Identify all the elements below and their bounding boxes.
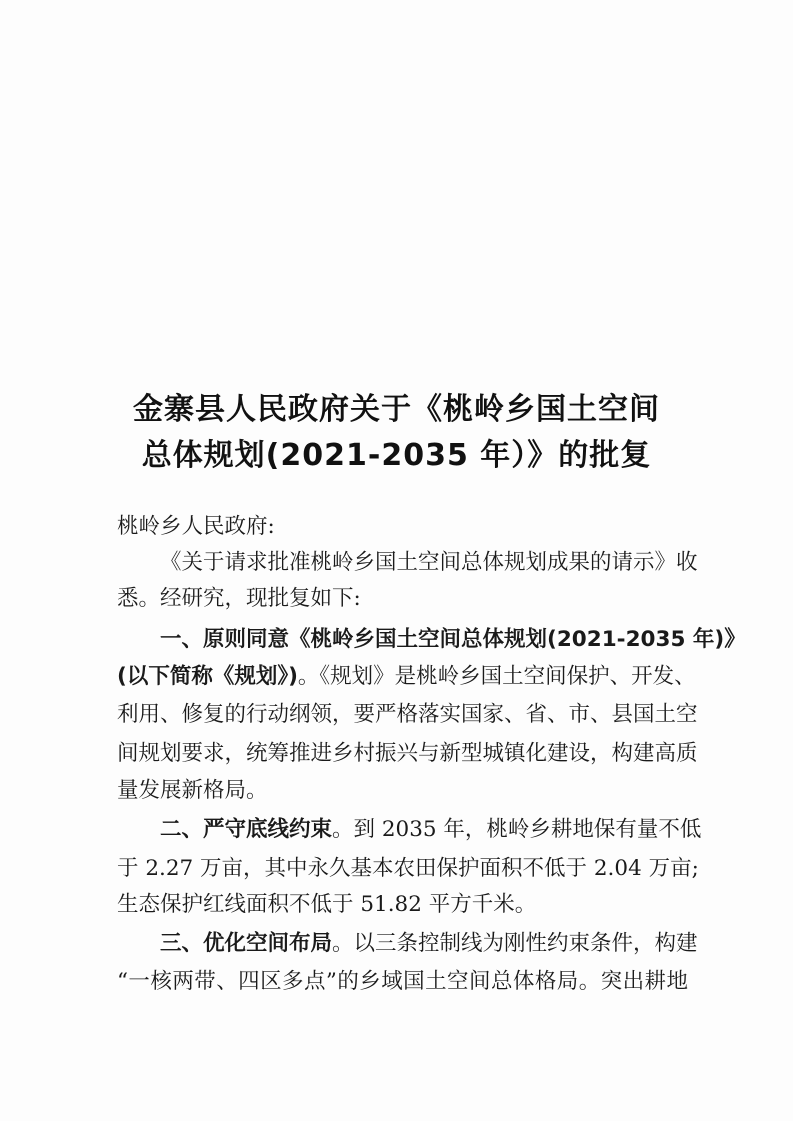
p3-heading: 三、优化空间布局 xyxy=(160,931,333,956)
p1-line-5: 量发展新格局。 xyxy=(117,778,268,803)
intro-line-2: 悉。经研究，现批复如下: xyxy=(117,586,361,611)
p1-heading: 一、原则同意《桃岭乡国土空间总体规划(2021-2035 年)》 xyxy=(160,627,746,652)
salutation: 桃岭乡人民政府: xyxy=(117,514,275,539)
p1-line-2-bold: (以下简称《规划》) xyxy=(117,664,298,689)
p1-line-2-rest: 。《规划》是桃岭乡国土空间保护、开发、 xyxy=(297,664,696,689)
p2-line-1 xyxy=(160,812,702,843)
p2-heading: 二、严守底线约束 xyxy=(160,817,333,842)
p3-line-2: “一核两带、四区多点”的乡域国土空间总体格局。突出耕地 xyxy=(117,969,688,994)
p3-line-1 xyxy=(160,926,698,957)
p2-line-2: 于 2.27 万亩，其中永久基本农田保护面积不低于 2.04 万亩; xyxy=(117,856,699,881)
p2-line-1-rest: 。到 2035 年，桃岭乡耕地保有量不低 xyxy=(332,817,702,842)
p1-line-2 xyxy=(117,659,696,690)
p3-line-1-rest: 。以三条控制线为刚性约束条件，构建 xyxy=(332,931,698,956)
p2-line-3: 生态保护红线面积不低于 51.82 平方千米。 xyxy=(117,892,537,917)
intro-line-1: 《关于请求批准桃岭乡国土空间总体规划成果的请示》收 xyxy=(160,550,698,575)
p1-line-3: 利用、修复的行动纲领，要严格落实国家、省、市、县国土空 xyxy=(117,702,698,727)
document-title-line-1: 金寨县人民政府关于《桃岭乡国土空间 xyxy=(133,392,660,427)
document-title-line-2: 总体规划(2021-2035 年）》的批复 xyxy=(141,438,652,473)
p1-line-4: 间规划要求，统筹推进乡村振兴与新型城镇化建设，构建高质 xyxy=(117,741,698,766)
